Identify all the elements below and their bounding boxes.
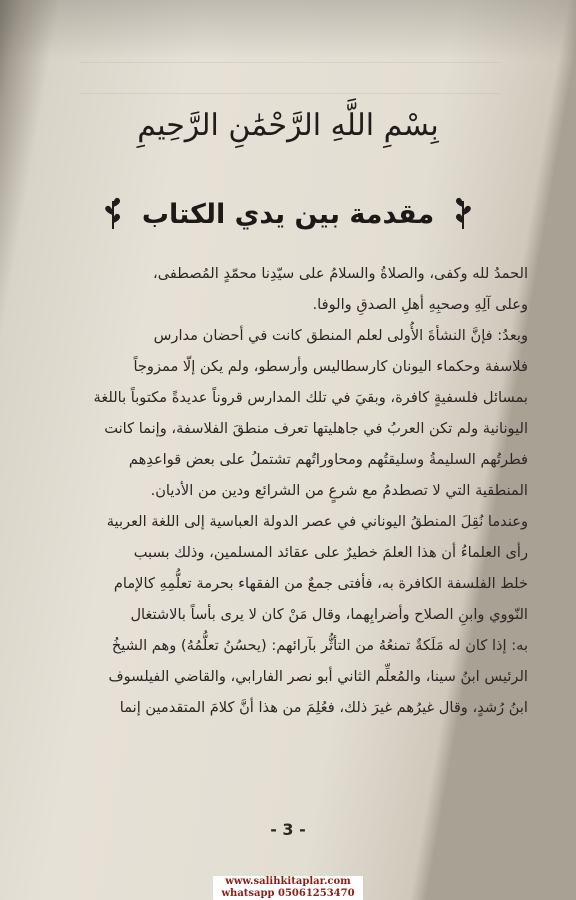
seller-watermark [213, 876, 363, 900]
watermark-website: www.salihkitaplar.com [225, 876, 351, 887]
text-line: فلاسفة وحكماء اليونان كارسطاليس وأرسطو، ولم يكن إلّا ممزوجاً [133, 358, 528, 375]
text-line: بمسائل فلسفيةٍ كافرة، وبقيَ في تلك المدارس قروناً عديدةً مكتوباً باللغة [93, 389, 528, 406]
text-line: الحمدُ لله وكفى، والصلاةُ والسلامُ على سيّدِنا محمّدٍ المُصطفى، [152, 265, 528, 282]
text-line: اليونانية ولم تكن العربُ في جاهليتها تعرف منطقَ الفلاسفة، وإنما كانت [104, 420, 528, 437]
section-heading: مقدمة بين يدي الكتاب [141, 198, 435, 230]
body-text [58, 258, 528, 723]
text-line: وعندما نُقِلَ المنطقُ اليوناني في عصر الدولة العباسية إلى اللغة العربية [106, 513, 528, 530]
text-line: وبعدُ: فإنَّ النشأةَ الأُولى لعلم المنطق كانت في أحضان مدارس [153, 327, 528, 344]
text-line: فطرتُهم السليمةُ وسليقتُهم ومحاوراتُهم تشتملُ على بعض قواعدِهم [128, 451, 528, 468]
text-line: الرئيس ابنُ سينا، والمُعلِّم الثاني أبو نصر الفارابي، والقاضي الفيلسوف [108, 668, 528, 685]
text-line: وعلى آلِهِ وصحبِهِ أهلِ الصدقِ والوفا. [312, 296, 528, 313]
text-line: ابنُ رُشدٍ، وقال غيرُهم غيرَ ذلك، فعُلِمَ من هذا أنَّ كلامَ المتقدمين إنما [119, 699, 528, 716]
page-number: - 3 - [270, 820, 306, 839]
floral-ornament-icon [100, 197, 126, 231]
watermark-whatsapp: whatsapp 05061253470 [221, 888, 355, 899]
basmala: بِسْمِ اللَّهِ الرَّحْمَٰنِ الرَّحِيمِ [137, 108, 439, 143]
section-heading-row [0, 192, 576, 236]
text-line: به: إذا كان له مَلَكةٌ تمنعُهُ من التأثُّر بآرائهم: (يحسُنُ تعلُّمُهُ) وهم الشيخُ [111, 637, 528, 654]
bleed-through-line [80, 62, 500, 63]
page-top-shadow [0, 0, 576, 60]
text-line: خلط الفلسفة الكافرة به، فأفتى جمعٌ من الفقهاء بحرمة تعلُّمِهِ كالإمام [113, 575, 528, 592]
text-line: رأى العلماءُ أن هذا العلمَ خطيرٌ على عقائد المسلمين، وذلك بسبب [133, 544, 528, 561]
text-line: النّووي وابنِ الصلاح وأضرابِهما، وقال مَنْ كان لا يرى بأساً بالاشتغال [130, 606, 528, 623]
text-line: المنطقية التي لا تصطدمُ مع شرعٍ من الشرائع ودين من الأديان. [150, 482, 528, 499]
floral-ornament-icon [450, 197, 476, 231]
bleed-through-line [80, 93, 500, 94]
